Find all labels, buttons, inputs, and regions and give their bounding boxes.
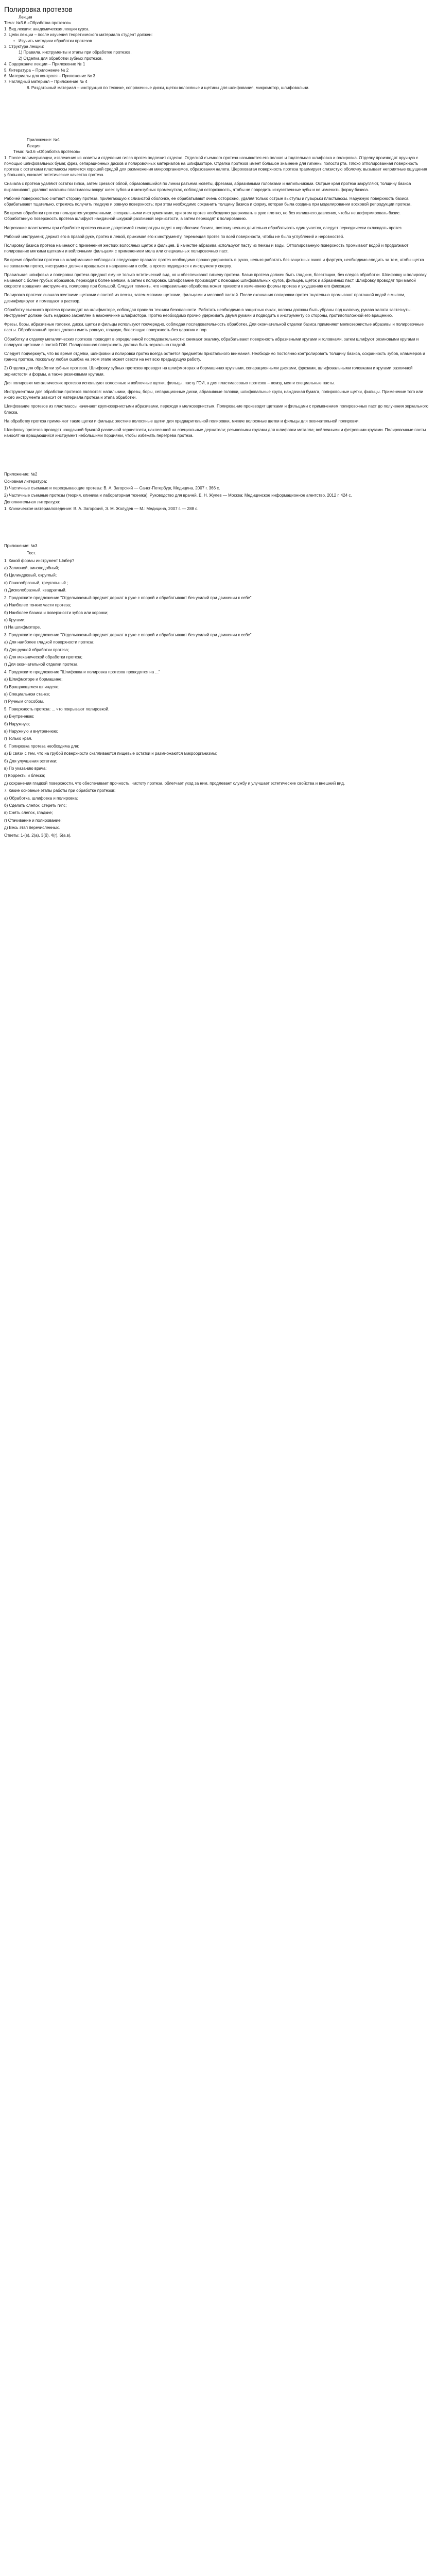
lecture-paragraph: Полировка протеза: сначала жесткими щетками с пастой из пемзы, затем мягкими щетками, фильцами и меловой пастой. После окончания полировки протез тщательно промывают проточной водой с мылом, дезинфицируют и помещают в раствор. [4,293,406,303]
appendix-1 [4,137,429,438]
header-line: • Изучить методики обработки протезов [4,38,429,44]
test-questions [4,558,429,838]
lecture-paragraph: Для полировки металлических протезов используют волосяные и войлочные щетки, фильцы, пасту ГОИ, а для пластмассовых протезов – пемзу, мел и специальные пасты. [4,380,336,385]
appendix-3-heading: Приложение: №3 [4,543,38,548]
lecture-body [4,155,429,439]
test-line: а) Шлифмоторе и бормашине; [4,677,63,682]
test-line: г) Для окончательной отделки протеза. [4,662,79,667]
test-line: д) сохранения гладкой поверхности, что обеспечивает прочность, чистоту протеза, облегчает уход за ним, продлевает службу и улучшает эстетические свойства и внешний вид. [4,781,345,786]
header-line: 2. Цели лекции – после изучения теоретического материала студент должен: [4,32,153,38]
header-line: Лекция [19,15,32,20]
header-line: 8. Раздаточный материал – инструкция по технике, сопряженные диски, щетки волосяные и щетины для шлифования, микромотор, шлифовальни. [27,85,309,90]
test-line: 7. Какие основные этапы работы при обработке протезов: [4,788,116,793]
literature-item: 1. Клиническое материаловедение: В. А. Загорский, Э. М. Жолудев — М.: Медицина, 2007 г. — 288 с. [4,506,199,512]
test-line: 4. Продолжите предложение "Шлифовка и полировка протезов проводятся на ..." [4,669,160,674]
lecture-paragraph: Шлифовку протезов проводят наждачной бумагой различной зернистости, наклеенной на специальные держатели; резиновыми кругами для шлифовки металла; войлочными и фетровыми кругами. Полировочные пасты наносят на вращающийся инструмент небольшими порциями, чтобы избежать перегрева протеза. [4,428,426,438]
appendix-1-subheading: Лекция [27,143,41,148]
lecture-paragraph: Инструментами для обработки протезов являются: напильники, фрезы, боры, сепарационные диски, абразивные головки, шлифовальные круги, наждачная бумага, полировочные щетки, фильцы. Применение того или иного инструмента зависит от материала протеза и этапа обработки. [4,389,424,400]
test-line: а) Заливной, виноподобный; [4,566,59,571]
header-line: 7. Наглядный материал – Приложение № 4 [4,79,88,84]
test-line: 3. Продолжите предложение "Отделываемый предмет держат в руке с опорой и обрабатывают без усилий при движении к себе". [4,632,253,637]
test-line: б) Для улучшения эстетики; [4,758,58,764]
test-line: б) Наиболее базиса и поверхности зубов или коронки; [4,610,109,615]
lecture-paragraph: Правильная шлифовка и полировка протеза придают ему не только эстетический вид, но и обеспечивают гигиену протеза. Базис протеза должен быть гладким, блестящим, без следов обработки. Шлифовку и полировку начинают с более грубых абразивов, переходя к более мелким, а затем к полировке. Шлифование производят с помощью шлифовальных кругов, фильцев, щеток и абразивных паст. Шлифовку проводят при малой скорости вращения инструмента, полировку при большой. Следует помнить, что неправильная обработка может привести к изменению формы протеза и ухудшению его фиксации. [4,272,427,289]
additional-literature-list [4,506,429,512]
test-line: б) Наружную; [4,721,30,726]
test-line: а) Для наиболее гладкой поверхности протеза; [4,640,95,645]
test-line: г) Стачивание и полирование; [4,818,62,823]
lecture-paragraph: Во время обработки протеза на шлифмашине соблюдают следующие правила: протез необходимо прочно удерживать в руках, нельзя работать без защитных очков и фартука, необходимо следить за тем, чтобы щетка не захватила протез, инструмент должен вращаться в направлении к себе, а протез подводится к инструменту сверху. [4,258,424,268]
test-line: 6. Полировка протеза необходима для: [4,743,79,749]
lecture-paragraph: Следует подчеркнуть, что во время отделки, шлифовки и полировки протез всегда остается предметом пристального внимания. Необходимо постоянно контролировать толщину базиса, сохранность зубов, кламмеров и границ протеза, поскольку любая ошибка на этом этапе может свести на нет всю предыдущую работу. [4,351,425,362]
test-line: а) Обработка, шлифовка и полировка; [4,795,78,801]
test-line: а) Наиболее тонкие части протеза; [4,603,71,608]
header-line: 1) Правила, инструменты и этапы при обработке протезов. [19,50,132,55]
additional-literature-heading: Дополнительная литература: [4,500,60,505]
test-line: г) На шлифмоторе. [4,625,41,630]
literature-item: 1) Частичные съемные и перекрывающие протезы: В. А. Загорский — Санкт-Петербург, Медицина, 2007 г. 366 с. [4,486,220,491]
test-line: г) Только края. [4,736,32,741]
appendix-2-heading: Приложение: №2 [4,472,38,477]
test-line: б) Для ручной обработки протеза; [4,647,69,652]
appendix-1-topic: Тема: №3.6 «Обработка протезов» [13,149,80,155]
test-line: г) Ручным способом. [4,699,44,704]
lecture-paragraph: Шлифование протезов из пластмассы начинают крупнозернистыми абразивами, переходя к мелкозернистым. Полирование производят щетками и фильцами с применением полировочных паст до получения зеркального блеска. [4,404,429,415]
test-line: д) Весь этап перечисленных. [4,825,60,831]
test-line: в) Специальном станке; [4,691,50,697]
lecture-paragraph: Фрезы, боры, абразивные головки, диски, щетки и фильцы используют поочередно, соблюдая последовательность обработки. Для окончательной отделки базиса применяют мелкозернистые абразивы и полировочные пасты. Обработанный протез должен иметь ровную, гладкую, блестящую поверхность без царапин и пор. [4,322,424,333]
test-line: б) Цилиндровый, округлый; [4,573,57,578]
literature-item: 2) Частичные съемные протезы (теория, клиника и лабораторная техника): Руководство для врачей. Е. Н. Жулев — Москва: Медицинское информационное агентство, 2012 г. 424 с. [4,493,352,498]
test-line: в) Ложкообразный, треугольный ; [4,580,68,585]
test-line: г) Дисколобразный, квадратный. [4,588,66,593]
test-line: б) Сделать слепок, стереть гипс; [4,803,67,808]
appendix-1-heading: Приложение: №1 [27,138,60,143]
test-line: б) Вращающемся шпинделе; [4,684,60,689]
lecture-paragraph: Сначала с протеза удаляют остатки гипса, затем срезают облой, образовавшийся по линии разъема кюветы, фрезами, абразивными головками и напильниками. Острые края протеза закругляют, толщину базиса выравнивают, удаляют наплывы пластмассы вокруг шеек зубов и в межзубных промежутках, соблюдая осторожность, чтобы не повредить искусственные зубы и не изменить форму базиса. [4,181,411,192]
test-line: в) Кругами; [4,617,26,622]
test-line: Ответы: 1-(в), 2(а), 3(б), 4(г), 5(а,в). [4,833,72,838]
main-literature-heading: Основная литература: [4,479,47,484]
test-subheading: Тест. [27,551,36,556]
header-line: 6. Материалы для контроля – Приложение № 3 [4,74,95,79]
lecture-paragraph: 1. После полимеризации, извлечения из кюветы и отделения гипса протез подлежит отделке. Отделкой съемного протеза называется его полная и тщательная шлифовка и полировка. Отделку производят вручную с помощью шлифовальных бумаг, фрез, сепарационных дисков и полировочных материалов на шлифмоторе. Отделка протезов имеет большое значение для гигиены полости рта. Плохо отполированная поверхность протеза с остатками пластмассы является хорошей средой для размножения микроорганизмов, образования налета. Шероховатая поверхность протеза травмирует слизистую оболочку, вызывает неприятные ощущения у больного, снижает эстетические качества протеза. [4,155,427,178]
lecture-header [4,14,429,91]
lecture-paragraph: Во время обработки протеза пользуются укороченными, специальными инструментами, при этом протез необходимо удерживать в руке плотно, но без излишнего давления, чтобы не деформировать базис. Обработанную поверхность протеза шлифуют наждачной шкуркой различной зернистости, а затем переходят к полированию. [4,211,401,222]
test-line: в) Наружную и внутреннюю; [4,729,58,734]
lecture-paragraph: На обработку протеза применяют такие щетки и фильцы: жесткие волосяные щетки для предварительной полировки, мягкие волосяные щетки и фильцы для окончательной полировки. [4,418,360,423]
test-line: г) Корректы и блеска; [4,773,45,778]
header-line: Тема: №3.6 «Обработка протезов» [4,21,71,26]
test-line: в) Для механической обработки протеза; [4,654,83,659]
lecture-paragraph: Рабочей поверхностью считают сторону протеза, прилегающую к слизистой оболочке, ее обрабатывают очень осторожно, удаляя только острые выступы и пузырьки пластмассы. Наружную поверхность базиса обрабатывают тщательно, стремясь получить гладкую и ровную поверхность; при этом необходимо сохранить толщину базиса и форму, которая была создана при моделировании восковой репродукции протеза. [4,196,412,207]
lecture-paragraph: Обработку съемного протеза производят на шлифмоторе, соблюдая правила техники безопасности. Работать необходимо в защитных очках, волосы должны быть убраны под шапочку, рукава халата застегнуты. Инструмент должен быть надежно закреплен в наконечнике шлифмотора. Протез необходимо прочно удерживать двумя руками и подводить к инструменту со стороны, противоположной его вращению. [4,307,412,318]
main-literature-list [4,485,429,498]
header-line: 2) Отделка для обработки зубных протезов. [19,56,103,61]
test-line: 5. Поверхность протеза: ... что покрывают полировкой. [4,706,110,711]
test-line: в) По указанию врача; [4,766,47,771]
lecture-paragraph: 2) Отделка для обработки зубных протезов. Шлифовку зубных протезов проводят на шлифмоторах и бормашинах круглыми, сепарационными дисками, фрезами, шлифовальными головками и кругами различной зернистости и формы, а также резиновыми кругами. [4,366,413,377]
test-line: 2. Продолжите предложение "Отделываемый предмет держат в руке с опорой и обрабатывают без усилий при движении к себе". [4,595,253,600]
header-line: 3. Структура лекции: [4,44,44,49]
test-line: 1. Какой формы инструмент Шабер? [4,558,75,563]
lecture-paragraph: Нагревание пластмассы при обработке протеза свыше допустимой температуры ведет к короблению базиса, поэтому нельзя длительно обрабатывать один участок, следует периодически охлаждать протез. [4,225,403,230]
test-line: а) Внутреннюю; [4,714,34,719]
lecture-paragraph: Рабочий инструмент, держат его в правой руке, протез в левой, прижимая его к инструменту, перемещая протез по всей поверхности, чтобы не было углублений и неровностей. [4,234,344,239]
lecture-paragraph: Обработку и отделку металлических протезов проводят в определенной последовательности: снимают окалину, обрабатывают поверхность абразивными кругами и головками, затем шлифуют резиновыми кругами и полируют щетками с пастой ГОИ. Полированная поверхность должна быть зеркально гладкой. [4,336,419,347]
header-line: 1. Вид лекции: академическая лекция курса. [4,26,90,31]
test-line: в) Снять слепок, гладкие; [4,810,53,816]
header-line: 5. Литература – Приложение № 2 [4,67,69,73]
appendix-3 [4,543,429,838]
lecture-paragraph: Полировку базиса протеза начинают с применения жестких волосяных щеток и фильцев. В качестве абразива используют пасту из пемзы и воды. Отполированную поверхность промывают водой и продолжают полирование мягкими щетками и войлочными фильцами с применением мела или специальных полировочных паст. [4,243,409,254]
test-line: а) В связи с тем, что на грубой поверхности скапливаются пищевые остатки и размножаются микроорганизмы; [4,751,217,756]
document-title: Полировка протезов [4,5,73,13]
header-line: 4. Содержание лекции – Приложение № 1 [4,62,85,67]
appendix-2 [4,471,429,512]
